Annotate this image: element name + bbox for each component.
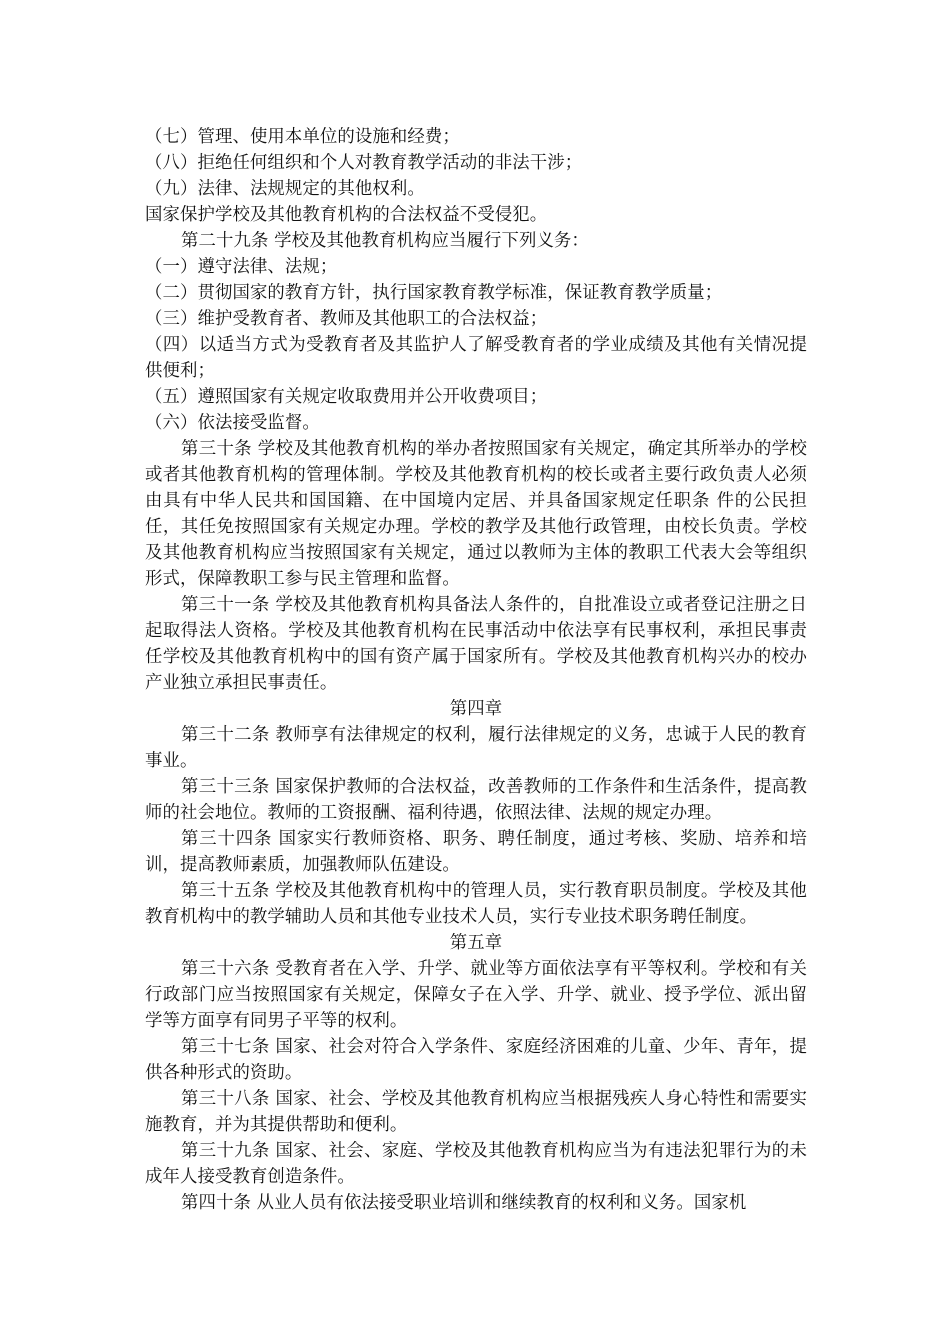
article-35: 第三十五条 学校及其他教育机构中的管理人员，实行教育职员制度。学校及其他教育机构中的教学辅助人员和其他专业技术人员，实行专业技术职务聘任制度。 bbox=[145, 881, 807, 927]
article-36: 第三十六条 受教育者在入学、升学、就业等方面依法享有平等权利。学校和有关行政部门应当按照国家有关规定，保障女子在入学、升学、就业、授予学位、派出留学等方面享有同男子平等的权利。 bbox=[145, 959, 807, 1031]
document-page bbox=[145, 124, 807, 1216]
article-39: 第三十九条 国家、社会、家庭、学校及其他教育机构应当为有违法犯罪行为的未成年人接受教育创造条件。 bbox=[145, 1141, 807, 1187]
clause-9: （九）法律、法规规定的其他权利。 bbox=[145, 179, 425, 199]
duty-4: （四）以适当方式为受教育者及其监护人了解受教育者的学业成绩及其他有关情况提供便利； bbox=[145, 335, 807, 381]
duty-2: （二）贯彻国家的教育方针，执行国家教育教学标准，保证教育教学质量； bbox=[145, 283, 723, 303]
duty-6: （六）依法接受监督。 bbox=[145, 413, 320, 433]
chapter-4-heading: 第四章 bbox=[449, 699, 503, 719]
article-40: 第四十条 从业人员有依法接受职业培训和继续教育的权利和义务。国家机 bbox=[181, 1193, 747, 1213]
article-34: 第三十四条 国家实行教师资格、职务、聘任制度，通过考核、奖励、培养和培训，提高教师素质，加强教师队伍建设。 bbox=[145, 829, 807, 875]
article-30: 第三十条 学校及其他教育机构的举办者按照国家有关规定，确定其所举办的学校或者其他教育机构的管理体制。学校及其他教育机构的校长或者主要行政负责人必须由具有中华人民共和国国籍、在中国境内定居、并具备国家规定任职条 件的公民担任，其任免按照国家有关规定办理。学校的教学及其他行政管理，由校长负责。学校及其他教育机构应当按照国家有关规定，通过以教师为主体的教职工代表大会等组织形式，保障教职工参与民主管理和监督。 bbox=[145, 439, 807, 589]
clause-8: （八）拒绝任何组织和个人对教育教学活动的非法干涉； bbox=[145, 153, 583, 173]
chapter-5-heading: 第五章 bbox=[449, 933, 503, 953]
duty-5: （五）遵照国家有关规定收取费用并公开收费项目； bbox=[145, 387, 548, 407]
article-33: 第三十三条 国家保护教师的合法权益，改善教师的工作条件和生活条件，提高教师的社会地位。教师的工资报酬、福利待遇，依照法律、法规的规定办理。 bbox=[145, 777, 807, 823]
duty-1: （一）遵守法律、法规； bbox=[145, 257, 338, 277]
article-32: 第三十二条 教师享有法律规定的权利，履行法律规定的义务，忠诚于人民的教育事业。 bbox=[145, 725, 807, 771]
article-38: 第三十八条 国家、社会、学校及其他教育机构应当根据残疾人身心特性和需要实施教育，并为其提供帮助和便利。 bbox=[145, 1089, 807, 1135]
article-29: 第二十九条 学校及其他教育机构应当履行下列义务： bbox=[181, 231, 589, 251]
protection-statement: 国家保护学校及其他教育机构的合法权益不受侵犯。 bbox=[145, 205, 548, 225]
article-37: 第三十七条 国家、社会对符合入学条件、家庭经济困难的儿童、少年、青年，提供各种形式的资助。 bbox=[145, 1037, 807, 1083]
duty-3: （三）维护受教育者、教师及其他职工的合法权益； bbox=[145, 309, 548, 329]
article-31: 第三十一条 学校及其他教育机构具备法人条件的，自批准设立或者登记注册之日起取得法人资格。学校及其他教育机构在民事活动中依法享有民事权利，承担民事责任学校及其他教育机构中的国有资产属于国家所有。学校及其他教育机构兴办的校办产业独立承担民事责任。 bbox=[145, 595, 807, 693]
clause-7: （七）管理、使用本单位的设施和经费； bbox=[145, 127, 460, 147]
